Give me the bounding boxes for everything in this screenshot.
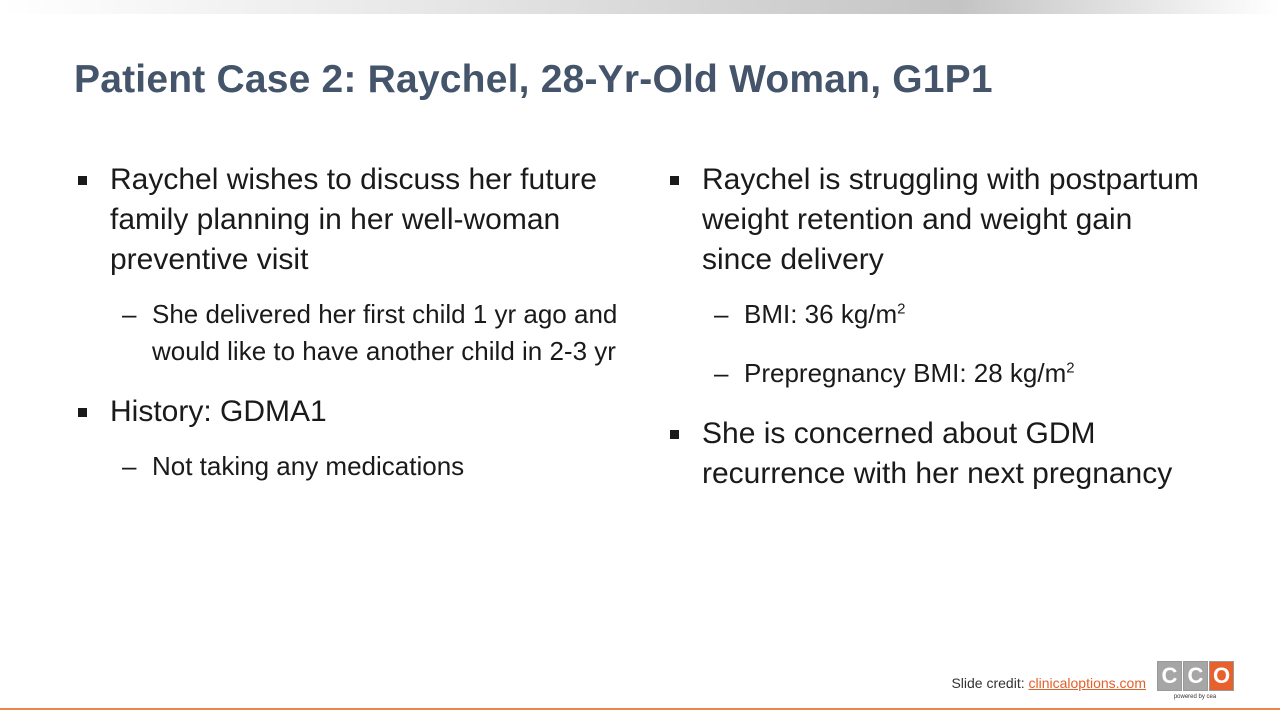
right-bullet-1-text: Raychel is struggling with postpartum weight retention and weight gain since delivery <box>702 163 1199 276</box>
right-bullet-2-text: She is concerned about GDM recurrence with her next pregnancy <box>702 417 1173 490</box>
left-bullet-2-text: History: GDMA1 <box>110 395 327 428</box>
logo-tagline: powered by cea <box>1173 694 1217 700</box>
right-column <box>668 160 1208 510</box>
slide-title: Patient Case 2: Raychel, 28-Yr-Old Woman, G1P1 <box>74 58 993 101</box>
logo-letter-c: C <box>1183 661 1208 691</box>
top-gradient-bar <box>0 0 1280 14</box>
bottom-accent-line <box>0 708 1280 710</box>
left-bullet-2 <box>76 392 636 485</box>
left-bullet-1-text: Raychel wishes to discuss her future family planning in her well-woman preventive visit <box>110 163 597 276</box>
clinicaloptions-link[interactable]: clinicaloptions.com <box>1028 675 1146 691</box>
prepregnancy-bmi-text: Prepregnancy BMI: 28 kg/m <box>744 358 1067 388</box>
right-bullet-1-sub-1 <box>702 296 1208 333</box>
left-bullet-2-sub-1-text: Not taking any medications <box>152 451 465 481</box>
right-bullet-2 <box>668 414 1208 494</box>
slide-credit <box>951 675 1146 691</box>
right-bullet-1-sub-2 <box>702 355 1208 392</box>
dash-marker: – <box>122 451 137 481</box>
dash-marker: – <box>714 358 729 388</box>
right-bullet-1 <box>668 160 1208 392</box>
left-bullet-1 <box>76 160 636 370</box>
superscript-2: 2 <box>1066 359 1075 377</box>
left-bullet-list <box>76 160 636 485</box>
slide-credit-label: Slide credit: <box>951 675 1029 691</box>
left-bullet-1-sublist <box>110 296 636 370</box>
cco-logo <box>1157 661 1233 705</box>
logo-letter-o: O <box>1209 661 1234 691</box>
left-bullet-1-sub-1 <box>110 296 636 370</box>
right-bullet-1-sublist <box>702 296 1208 392</box>
left-bullet-2-sublist <box>110 448 636 485</box>
right-bullet-list <box>668 160 1208 494</box>
dash-marker: – <box>714 299 729 329</box>
left-column <box>76 160 636 507</box>
superscript-2: 2 <box>897 300 906 318</box>
logo-letter-c: C <box>1157 661 1182 691</box>
left-bullet-2-sub-1 <box>110 448 636 485</box>
bmi-text: BMI: 36 kg/m <box>744 299 898 329</box>
dash-marker: – <box>122 299 137 329</box>
left-bullet-1-sub-1-text: She delivered her first child 1 yr ago and would like to have another child in 2-3 yr <box>152 299 618 366</box>
